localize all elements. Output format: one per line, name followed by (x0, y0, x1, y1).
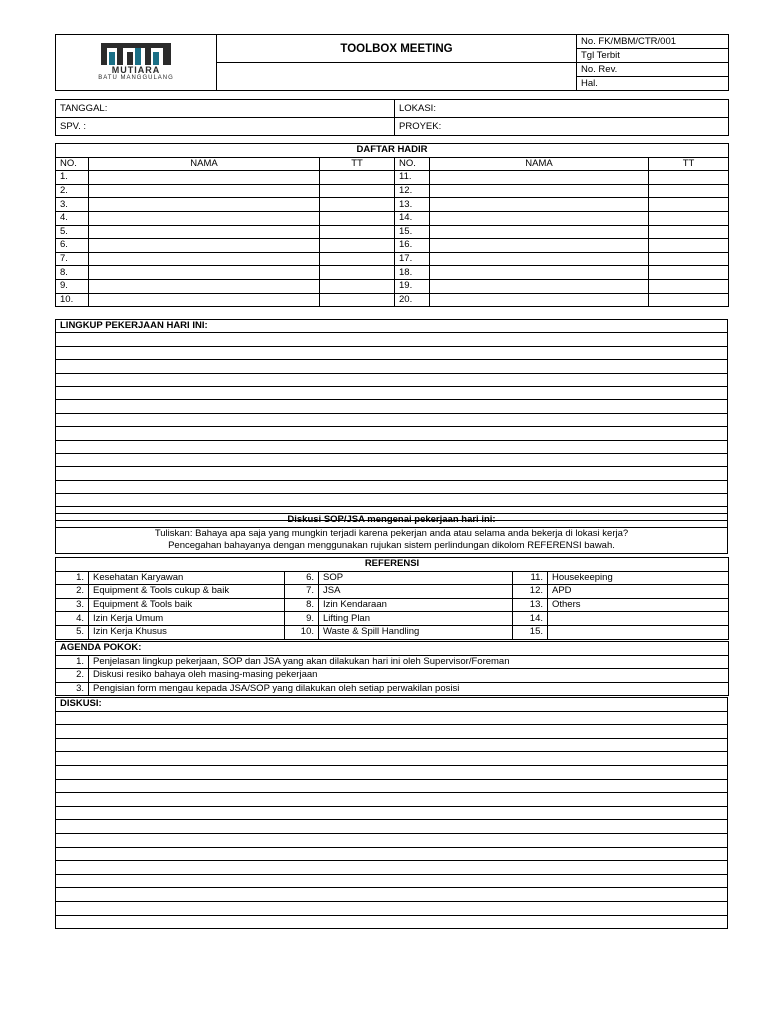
attendee-name-cell[interactable] (430, 252, 649, 266)
referensi-item: JSA (319, 585, 513, 599)
attendee-number: 18. (395, 266, 430, 280)
attendee-name-cell[interactable] (89, 198, 320, 212)
diskusi-line (56, 847, 728, 861)
referensi-number: 12. (513, 585, 548, 599)
table-row (56, 225, 729, 239)
diskusi-line (56, 793, 728, 807)
attendee-signature-cell[interactable] (649, 279, 729, 293)
scope-line (56, 453, 728, 466)
referensi-number: 3. (56, 598, 89, 612)
referensi-number: 1. (56, 571, 89, 585)
attendee-name-cell[interactable] (430, 198, 649, 212)
diskusi-title: DISKUSI: (56, 698, 728, 712)
referensi-number: 5. (56, 625, 89, 639)
attendee-signature-cell[interactable] (320, 266, 395, 280)
referensi-title: REFERENSI (56, 558, 729, 572)
spv-field[interactable]: SPV. : (56, 118, 395, 136)
diskusi-line (56, 779, 728, 793)
attendee-number: 2. (56, 184, 89, 198)
logo-subtitle: BATU MANGGULANG (98, 75, 174, 81)
attendee-name-cell[interactable] (89, 211, 320, 225)
referensi-number: 10. (285, 625, 319, 639)
form-title: TOOLBOX MEETING (217, 35, 577, 63)
table-row (56, 598, 729, 612)
attendee-number: 19. (395, 279, 430, 293)
attendee-name-cell[interactable] (89, 252, 320, 266)
diskusi-line (56, 711, 728, 725)
diskusi-line-cell[interactable] (56, 765, 728, 779)
attendee-name-cell[interactable] (430, 293, 649, 307)
attendee-signature-cell[interactable] (649, 293, 729, 307)
list-item (56, 682, 729, 696)
issue-date-label: Tgl Terbit (577, 49, 729, 63)
sop-discussion-block (55, 513, 728, 554)
scope-line-cell[interactable] (56, 413, 728, 426)
attendee-signature-cell[interactable] (320, 198, 395, 212)
diskusi-line-cell[interactable] (56, 738, 728, 752)
attendee-name-cell[interactable] (89, 266, 320, 280)
referensi-item: Izin Kerja Umum (89, 612, 285, 626)
referensi-item: SOP (319, 571, 513, 585)
list-item (56, 655, 729, 669)
attendee-name-cell[interactable] (89, 171, 320, 185)
proyek-field[interactable]: PROYEK: (395, 118, 729, 136)
attendee-name-cell[interactable] (430, 225, 649, 239)
attendee-number: 9. (56, 279, 89, 293)
attendee-number: 10. (56, 293, 89, 307)
referensi-item: Kesehatan Karyawan (89, 571, 285, 585)
diskusi-line (56, 820, 728, 834)
diskusi-line-cell[interactable] (56, 874, 728, 888)
referensi-number: 4. (56, 612, 89, 626)
attendee-signature-cell[interactable] (320, 171, 395, 185)
attendee-signature-cell[interactable] (649, 171, 729, 185)
lokasi-field[interactable]: LOKASI: (395, 100, 729, 118)
diskusi-line-cell[interactable] (56, 806, 728, 820)
scope-line-cell[interactable] (56, 400, 728, 413)
scope-line-cell[interactable] (56, 467, 728, 480)
agenda-number: 3. (56, 682, 89, 696)
col-name: NAMA (430, 157, 649, 171)
referensi-number: 9. (285, 612, 319, 626)
scope-line-cell[interactable] (56, 440, 728, 453)
referensi-item: Waste & Spill Handling (319, 625, 513, 639)
title-blank (217, 63, 577, 91)
scope-line (56, 440, 728, 453)
diskusi-line-cell[interactable] (56, 711, 728, 725)
scope-lines (56, 333, 728, 520)
referensi-number: 11. (513, 571, 548, 585)
attendee-number: 5. (56, 225, 89, 239)
table-row (56, 612, 729, 626)
referensi-item: Equipment & Tools cukup & baik (89, 585, 285, 599)
attendee-number: 6. (56, 239, 89, 253)
scope-line (56, 427, 728, 440)
agenda-text: Pengisian form mengau kepada JSA/SOP yang dilakukan oleh setiap perwakilan posisi (89, 682, 729, 696)
referensi-item: Lifting Plan (319, 612, 513, 626)
attendee-number: 15. (395, 225, 430, 239)
page-label: Hal. (577, 77, 729, 91)
diskusi-line (56, 915, 728, 929)
sop-discussion-line2: Pencegahan bahayanya dengan menggunakan rujukan sistem perlindungan dikolom REFERENSI bawah. (56, 540, 728, 553)
diskusi-line (56, 725, 728, 739)
attendee-name-cell[interactable] (89, 293, 320, 307)
diskusi-line (56, 752, 728, 766)
referensi-item: Izin Kerja Khusus (89, 625, 285, 639)
diskusi-line-cell[interactable] (56, 820, 728, 834)
referensi-item: APD (548, 585, 729, 599)
table-row (56, 171, 729, 185)
agenda-table (55, 641, 729, 696)
referensi-number: 2. (56, 585, 89, 599)
diskusi-line-cell[interactable] (56, 901, 728, 915)
attendee-name-cell[interactable] (430, 184, 649, 198)
referensi-item: Equipment & Tools baik (89, 598, 285, 612)
scope-line (56, 480, 728, 493)
scope-line-cell[interactable] (56, 360, 728, 373)
referensi-item: Housekeeping (548, 571, 729, 585)
diskusi-line-cell[interactable] (56, 847, 728, 861)
diskusi-table (55, 697, 728, 929)
col-tt: TT (649, 157, 729, 171)
sop-discussion-title: Diskusi SOP/JSA mengenai pekerjaan hari ini: (56, 514, 728, 528)
table-row (56, 571, 729, 585)
scope-line-cell[interactable] (56, 386, 728, 399)
attendee-signature-cell[interactable] (320, 252, 395, 266)
scope-line-cell[interactable] (56, 427, 728, 440)
diskusi-lines (56, 711, 728, 929)
scope-line-cell[interactable] (56, 480, 728, 493)
logo-name: MUTIARA (111, 65, 161, 75)
attendee-signature-cell[interactable] (320, 293, 395, 307)
scope-line (56, 494, 728, 507)
table-row (56, 266, 729, 280)
referensi-number: 14. (513, 612, 548, 626)
table-row (56, 198, 729, 212)
agenda-title: AGENDA POKOK: (56, 642, 729, 656)
attendee-signature-cell[interactable] (649, 211, 729, 225)
attendance-rows (56, 171, 729, 307)
diskusi-line-cell[interactable] (56, 725, 728, 739)
attendee-name-cell[interactable] (430, 171, 649, 185)
attendance-title: DAFTAR HADIR (56, 144, 729, 158)
attendee-number: 20. (395, 293, 430, 307)
attendance-table (55, 143, 729, 307)
referensi-item (548, 612, 729, 626)
scope-line (56, 373, 728, 386)
scope-line (56, 360, 728, 373)
table-row (56, 252, 729, 266)
table-row (56, 184, 729, 198)
tanggal-field[interactable]: TANGGAL: (56, 100, 395, 118)
attendee-number: 3. (56, 198, 89, 212)
attendee-name-cell[interactable] (89, 184, 320, 198)
col-no: NO. (56, 157, 89, 171)
diskusi-line (56, 901, 728, 915)
attendee-signature-cell[interactable] (320, 239, 395, 253)
scope-line-cell[interactable] (56, 346, 728, 359)
scope-line (56, 400, 728, 413)
scope-line (56, 386, 728, 399)
attendee-number: 16. (395, 239, 430, 253)
referensi-number: 7. (285, 585, 319, 599)
meeting-info (55, 99, 729, 136)
diskusi-line-cell[interactable] (56, 793, 728, 807)
referensi-item: Izin Kendaraan (319, 598, 513, 612)
diskusi-line-cell[interactable] (56, 915, 728, 929)
col-no: NO. (395, 157, 430, 171)
attendee-signature-cell[interactable] (649, 239, 729, 253)
company-logo (56, 37, 216, 89)
form-header (55, 34, 729, 91)
diskusi-line-cell[interactable] (56, 779, 728, 793)
logo-mark-icon (99, 43, 173, 65)
attendee-name-cell[interactable] (89, 279, 320, 293)
agenda-items (56, 655, 729, 696)
table-row (56, 293, 729, 307)
scope-line-cell[interactable] (56, 373, 728, 386)
agenda-text: Penjelasan lingkup pekerjaan, SOP dan JSA yang akan dilakukan hari ini oleh Supervisor/Foreman (89, 655, 729, 669)
attendee-signature-cell[interactable] (649, 198, 729, 212)
attendee-number: 11. (395, 171, 430, 185)
scope-line-cell[interactable] (56, 453, 728, 466)
col-tt: TT (320, 157, 395, 171)
list-item (56, 669, 729, 683)
agenda-text: Diskusi resiko bahaya oleh masing-masing pekerjaan (89, 669, 729, 683)
attendee-number: 1. (56, 171, 89, 185)
scope-title: LINGKUP PEKERJAAN HARI INI: (56, 320, 728, 333)
diskusi-line (56, 888, 728, 902)
scope-line (56, 467, 728, 480)
attendee-name-cell[interactable] (430, 266, 649, 280)
attendee-number: 14. (395, 211, 430, 225)
table-row (56, 239, 729, 253)
attendee-number: 17. (395, 252, 430, 266)
referensi-number: 6. (285, 571, 319, 585)
attendee-name-cell[interactable] (430, 279, 649, 293)
attendee-number: 8. (56, 266, 89, 280)
sop-discussion-line1: Tuliskan: Bahaya apa saja yang mungkin terjadi karena pekerjan anda atau selama anda bekerja di lokasi kerja? (56, 527, 728, 540)
scope-line (56, 333, 728, 346)
attendee-signature-cell[interactable] (649, 184, 729, 198)
attendee-name-cell[interactable] (430, 211, 649, 225)
diskusi-line-cell[interactable] (56, 833, 728, 847)
referensi-item (548, 625, 729, 639)
attendee-number: 4. (56, 211, 89, 225)
diskusi-line (56, 738, 728, 752)
attendee-signature-cell[interactable] (320, 184, 395, 198)
agenda-number: 1. (56, 655, 89, 669)
agenda-number: 2. (56, 669, 89, 683)
table-row (56, 585, 729, 599)
scope-line-cell[interactable] (56, 494, 728, 507)
scope-line (56, 413, 728, 426)
doc-number: No. FK/MBM/CTR/001 (577, 35, 729, 49)
attendee-signature-cell[interactable] (320, 225, 395, 239)
diskusi-line (56, 765, 728, 779)
diskusi-line-cell[interactable] (56, 752, 728, 766)
attendee-signature-cell[interactable] (649, 252, 729, 266)
diskusi-line (56, 874, 728, 888)
attendee-signature-cell[interactable] (320, 211, 395, 225)
diskusi-line (56, 861, 728, 875)
attendee-name-cell[interactable] (430, 239, 649, 253)
attendee-number: 12. (395, 184, 430, 198)
diskusi-line-cell[interactable] (56, 888, 728, 902)
attendee-signature-cell[interactable] (649, 225, 729, 239)
referensi-number: 15. (513, 625, 548, 639)
scope-line (56, 346, 728, 359)
attendee-number: 13. (395, 198, 430, 212)
diskusi-line (56, 833, 728, 847)
logo-cell (56, 35, 217, 91)
referensi-rows (56, 571, 729, 639)
diskusi-line-cell[interactable] (56, 861, 728, 875)
table-row (56, 625, 729, 639)
revision-label: No. Rev. (577, 63, 729, 77)
scope-line-cell[interactable] (56, 333, 728, 346)
attendee-signature-cell[interactable] (649, 266, 729, 280)
referensi-number: 8. (285, 598, 319, 612)
col-name: NAMA (89, 157, 320, 171)
referensi-table (55, 557, 729, 640)
scope-table (55, 319, 728, 521)
attendee-signature-cell[interactable] (320, 279, 395, 293)
referensi-item: Others (548, 598, 729, 612)
table-row (56, 279, 729, 293)
attendee-number: 7. (56, 252, 89, 266)
table-row (56, 211, 729, 225)
diskusi-line (56, 806, 728, 820)
referensi-number: 13. (513, 598, 548, 612)
attendee-name-cell[interactable] (89, 225, 320, 239)
attendee-name-cell[interactable] (89, 239, 320, 253)
